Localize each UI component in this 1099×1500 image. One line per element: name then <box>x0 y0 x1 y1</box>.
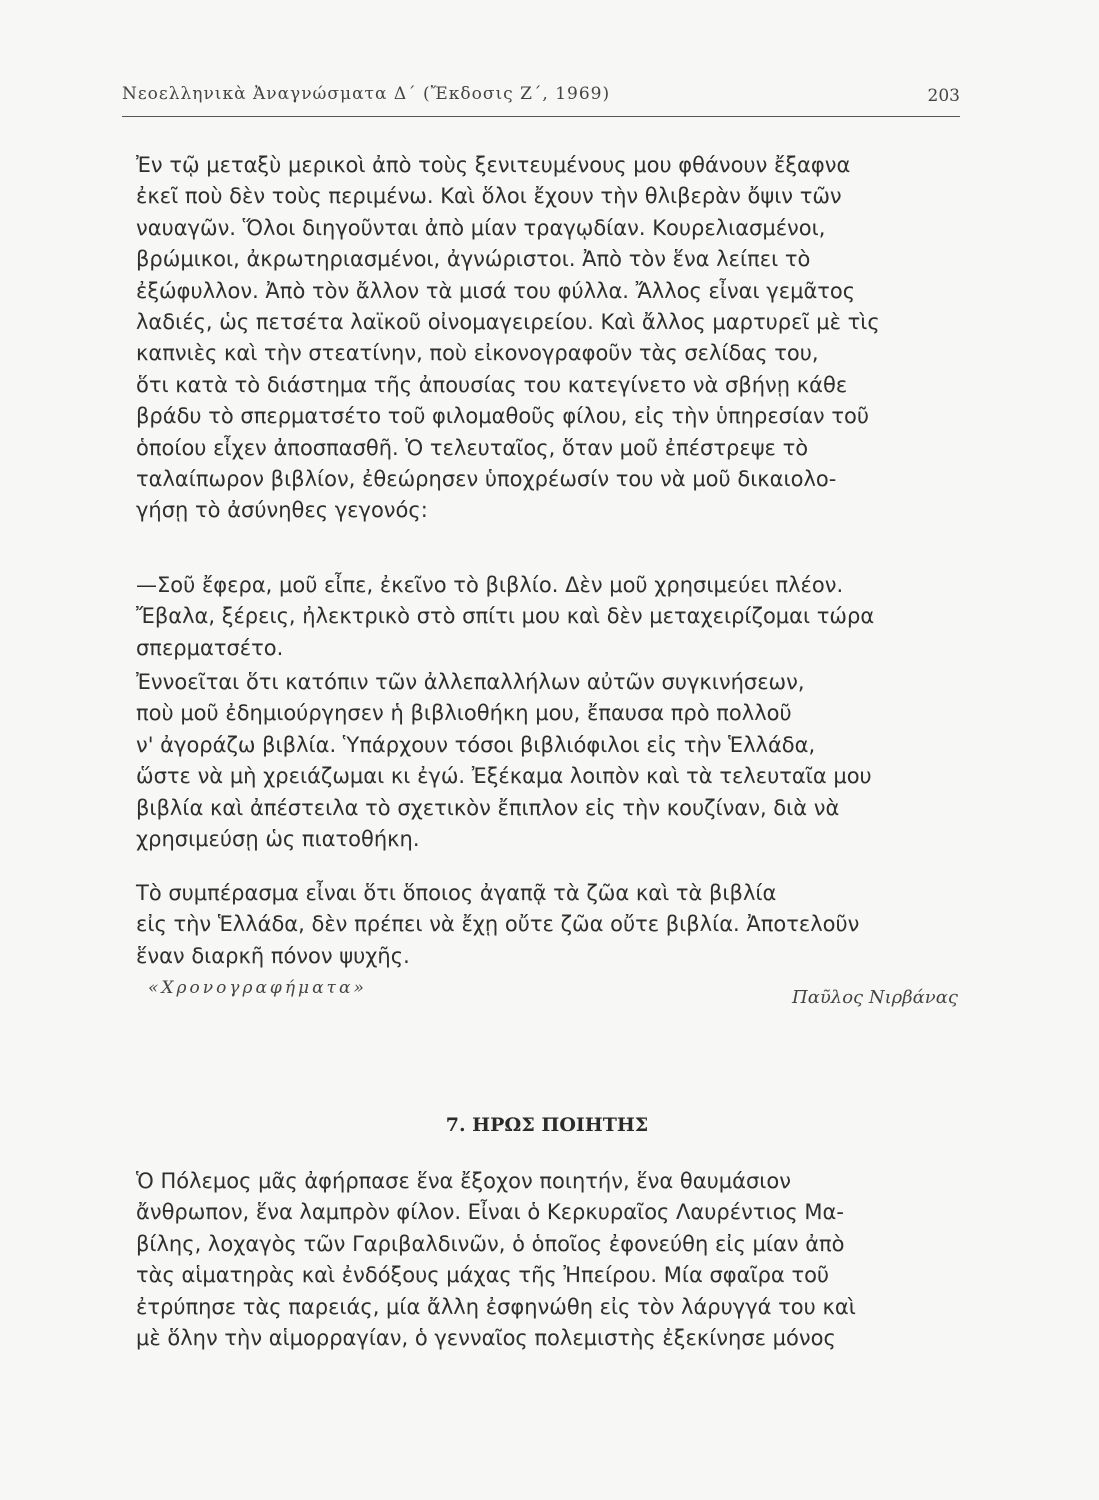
text-line: ναυαγῶν. Ὅλοι διηγοῦνται ἀπὸ μίαν τραγῳδίαν. Κουρελιασμένοι, <box>136 215 826 240</box>
text-line: ν' ἀγοράζω βιβλία. Ὑπάρχουν τόσοι βιβλιόφιλοι εἰς τὴν Ἑλλάδα, <box>136 732 816 757</box>
text-line: —Σοῦ ἔφερα, μοῦ εἶπε, ἐκεῖνο τὸ βιβλίο. Δὲν μοῦ χρησιμεύει πλέον. <box>136 573 844 597</box>
paragraph-4 <box>136 878 958 972</box>
paragraph-3 <box>136 667 958 855</box>
text-line: βιβλία καὶ ἀπέστειλα τὸ σχετικὸν ἔπιπλον εἰς τὴν κουζίναν, διὰ νὰ <box>136 795 840 820</box>
paragraph-5 <box>136 1166 958 1354</box>
text-line: βράδυ τὸ σπερματσέτο τοῦ φιλομαθοῦς φίλου, εἰς τὴν ὑπηρεσίαν τοῦ <box>136 404 869 429</box>
author-name: Παῦλος Νιρβάνας <box>792 987 958 1008</box>
text-line: ὥστε νὰ μὴ χρειάζωμαι κι ἐγώ. Ἐξέκαμα λοιπὸν καὶ τὰ τελευταῖα μου <box>136 764 872 789</box>
text-line: μὲ ὅλην τὴν αἱμορραγίαν, ὁ γενναῖος πολεμιστὴς ἐξεκίνησε μόνος <box>136 1326 836 1351</box>
text-line: λαδιές, ὡς πετσέτα λαϊκοῦ οἰνομαγειρείου. Καὶ ἄλλος μαρτυρεῖ μὲ τὶς <box>136 310 880 335</box>
source-citation: «Χρονογραφήματα» <box>148 978 367 998</box>
text-line: τὰς αἱματηρὰς καὶ ἐνδόξους μάχας τῆς Ἠπείρου. Μία σφαῖρα τοῦ <box>136 1263 830 1288</box>
section-heading: 7. ΗΡΩΣ ΠΟΙΗΤΗΣ <box>445 1114 649 1136</box>
text-line: ἄνθρωπον, ἕνα λαμπρὸν φίλον. Εἶναι ὁ Κερκυραῖος Λαυρέντιος Μα- <box>136 1200 844 1225</box>
text-line: χρησιμεύσῃ ὡς πιατοθήκη. <box>136 827 420 852</box>
text-line: σπερματσέτο. <box>136 635 284 660</box>
paragraph-2 <box>136 570 958 664</box>
text-line: ἐξώφυλλον. Ἀπὸ τὸν ἄλλον τὰ μισά του φύλλα. Ἄλλος εἶναι γεμᾶτος <box>136 278 856 303</box>
text-line: ὁποίου εἶχεν ἀποσπασθῆ. Ὁ τελευταῖος, ὅταν μοῦ ἐπέστρεψε τὸ <box>136 435 809 460</box>
text-line: Τὸ συμπέρασμα εἶναι ὅτι ὅποιος ἀγαπᾷ τὰ ζῶα καὶ τὰ βιβλία <box>136 881 777 905</box>
page-number: 203 <box>927 86 960 106</box>
text-line: ἐκεῖ ποὺ δὲν τοὺς περιμένω. Καὶ ὅλοι ἔχουν τὴν θλιβερὰν ὄψιν τῶν <box>136 184 842 209</box>
text-line: βίλης, λοχαγὸς τῶν Γαριβαλδινῶν, ὁ ὁποῖος ἐφονεύθη εἰς μίαν ἀπὸ <box>136 1231 845 1256</box>
page-header <box>122 82 960 117</box>
text-line: ὅτι κατὰ τὸ διάστημα τῆς ἀπουσίας του κατεγίνετο νὰ σβήνῃ κάθε <box>136 372 848 397</box>
text-line: Ἐννοεῖται ὅτι κατόπιν τῶν ἀλλεπαλλήλων αὐτῶν συγκινήσεων, <box>136 670 805 694</box>
text-line: καπνιὲς καὶ τὴν στεατίνην, ποὺ εἰκονογραφοῦν τὰς σελίδας του, <box>136 341 819 366</box>
text-line: Ἐν τῷ μεταξὺ μερικοὶ ἀπὸ τοὺς ξενιτευμένους μου φθάνουν ἔξαφνα <box>136 153 851 177</box>
text-line: Ἔβαλα, ξέρεις, ἠλεκτρικὸ στὸ σπίτι μου καὶ δὲν μεταχειρίζομαι τώρα <box>136 604 875 629</box>
text-line: γήσῃ τὸ ἀσύνηθες γεγονός: <box>136 498 428 523</box>
text-line: Ὁ Πόλεμος μᾶς ἀφήρπασε ἕνα ἔξοχον ποιητήν, ἕνα θαυμάσιον <box>136 1169 791 1193</box>
text-line: βρώμικοι, ἀκρωτηριασμένοι, ἀγνώριστοι. Ἀπὸ τὸν ἕνα λείπει τὸ <box>136 247 811 272</box>
paragraph-1 <box>136 150 958 527</box>
text-line: ποὺ μοῦ ἐδημιούργησεν ἡ βιβλιοθήκη μου, ἔπαυσα πρὸ πολλοῦ <box>136 701 792 726</box>
running-title: Νεοελληνικὰ Ἀναγνώσματα Δ΄ (Ἔκδοσις Ζ΄, 1969) <box>122 84 611 104</box>
text-line: ἕναν διαρκῆ πόνον ψυχῆς. <box>136 943 410 968</box>
text-line: ἐτρύπησε τὰς παρειάς, μία ἄλλη ἐσφηνώθη εἰς τὸν λάρυγγά του καὶ <box>136 1294 856 1319</box>
text-line: εἰς τὴν Ἑλλάδα, δὲν πρέπει νὰ ἔχῃ οὔτε ζῶα οὔτε βιβλία. Ἀποτελοῦν <box>136 912 860 937</box>
text-line: ταλαίπωρον βιβλίον, ἐθεώρησεν ὑποχρέωσίν του νὰ μοῦ δικαιολο- <box>136 467 837 492</box>
